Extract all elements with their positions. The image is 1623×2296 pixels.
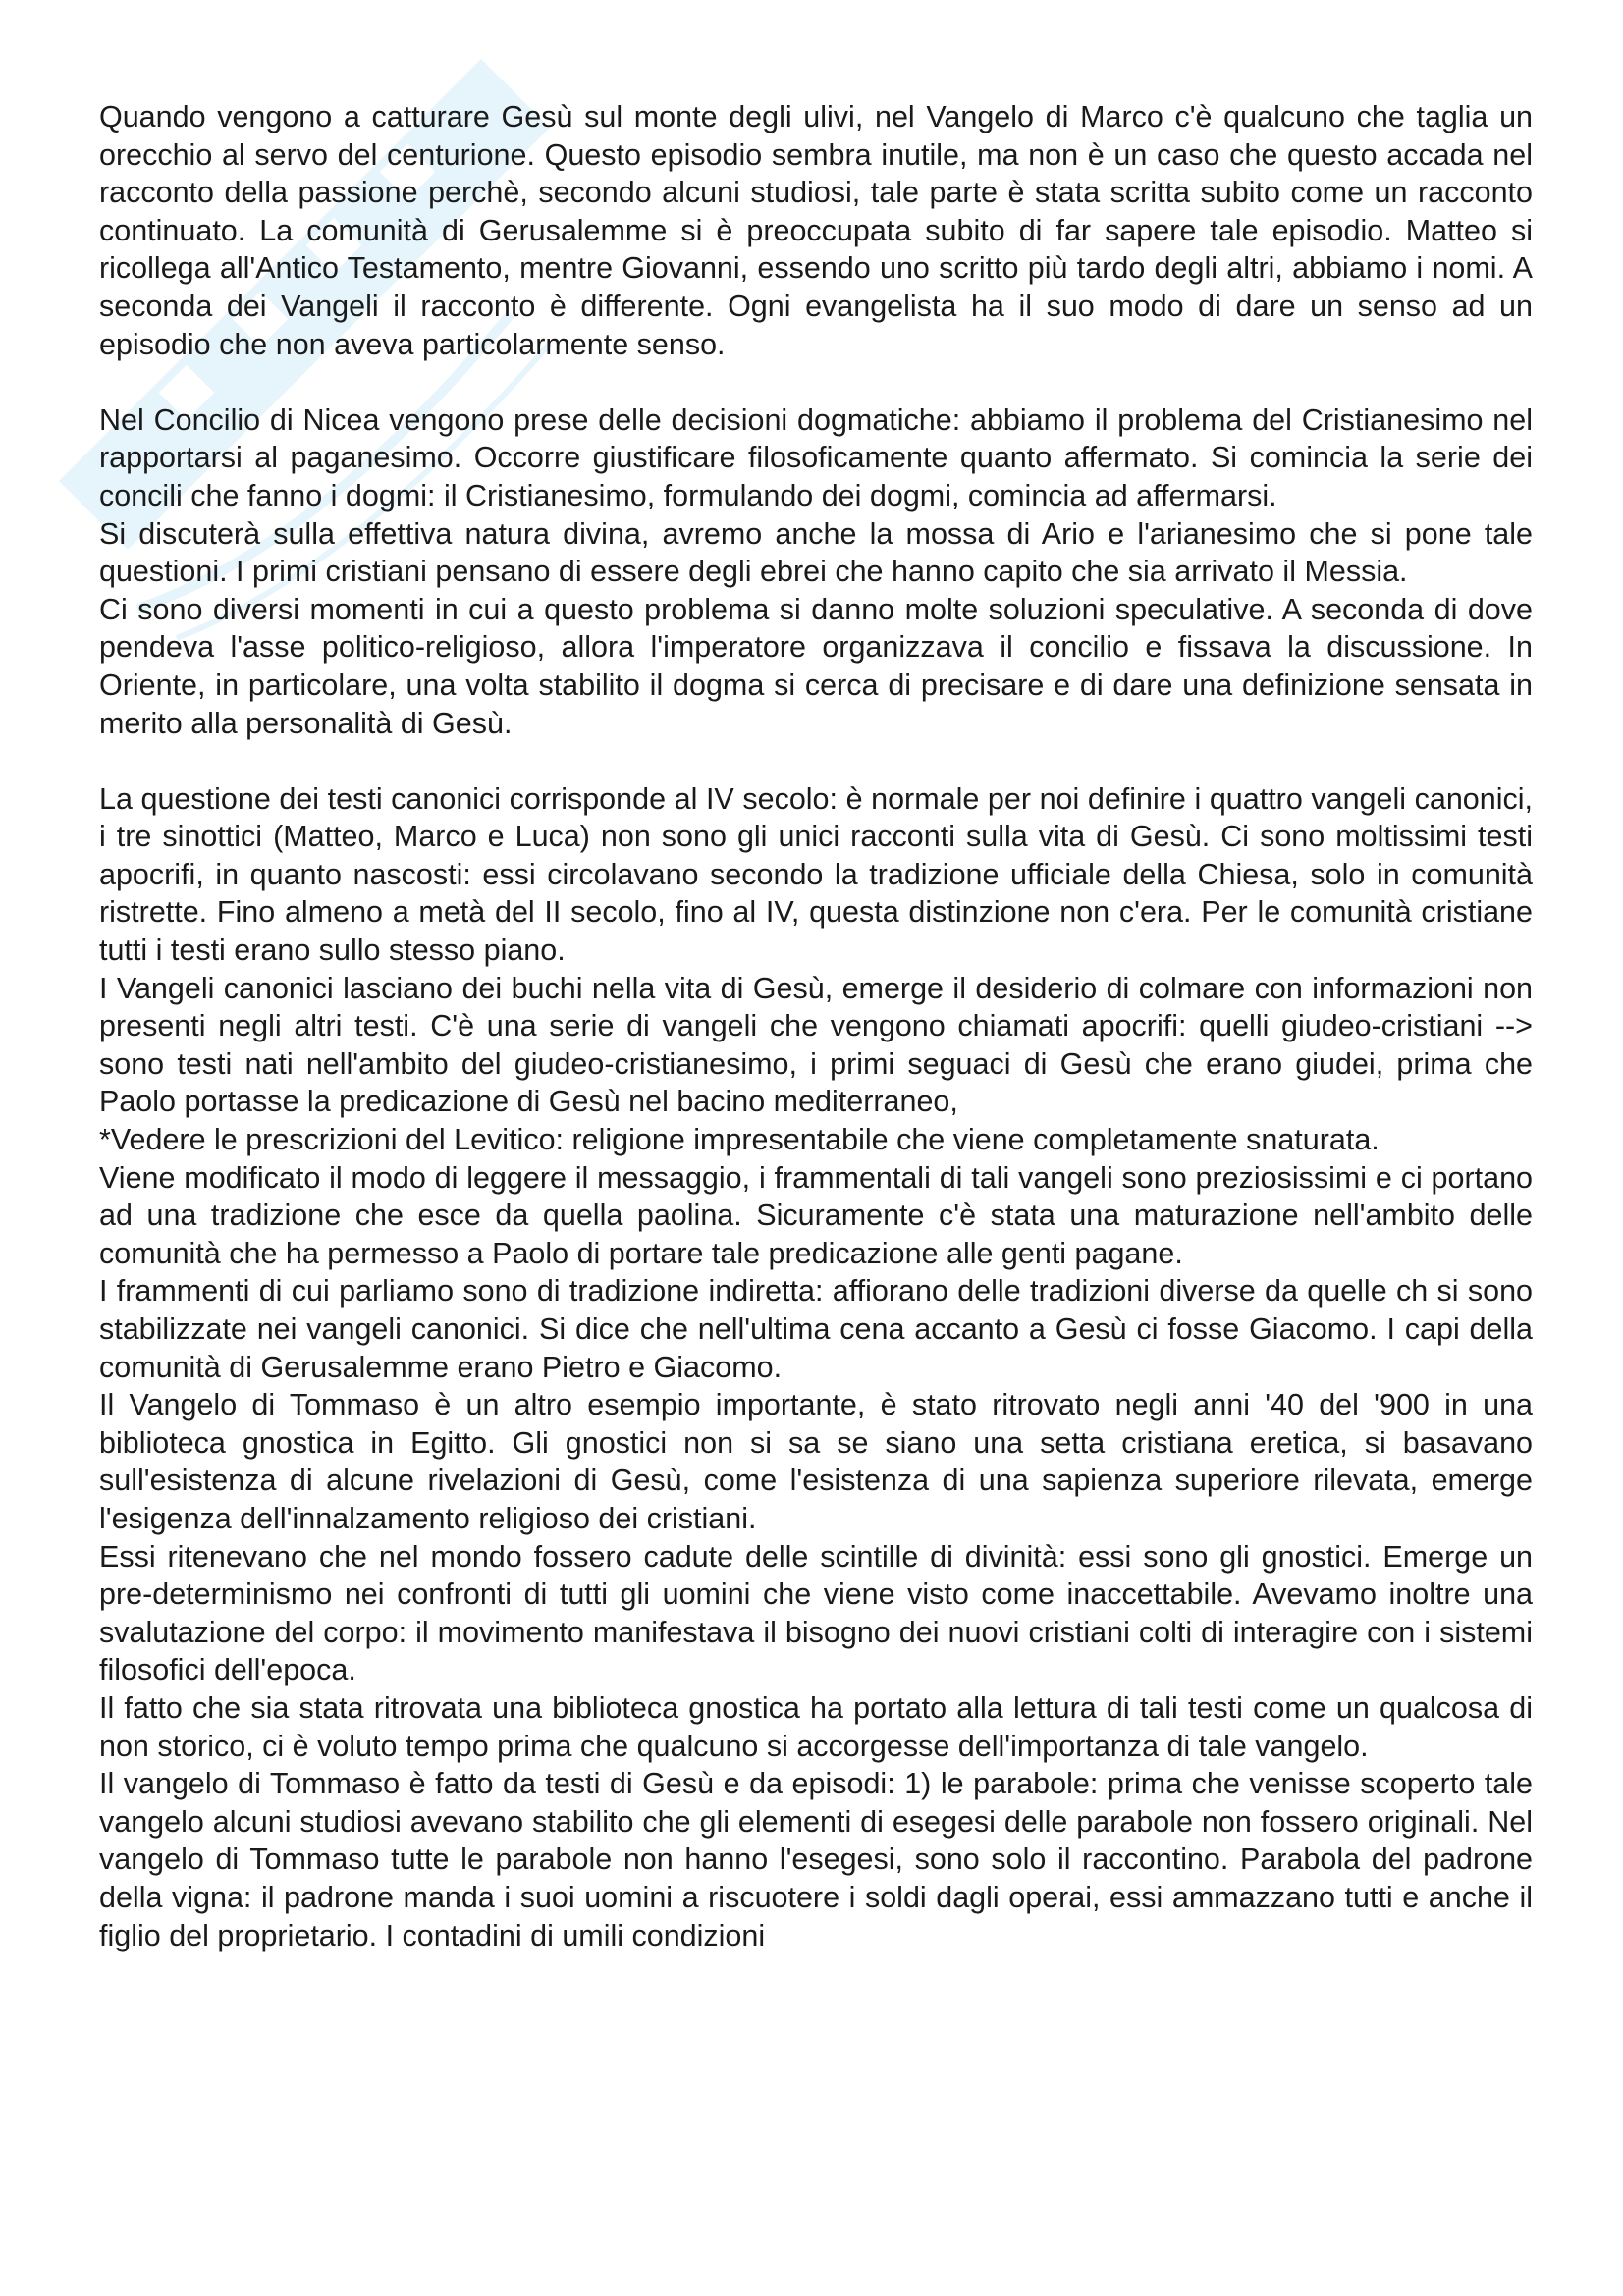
paragraph: Il fatto che sia stata ritrovata una biblioteca gnostica ha portato alla lettura di tali testi come un qualcosa di non storico, ci è voluto tempo prima che qualcuno si accorgesse dell'importanza di tale vangelo. (99, 1690, 1533, 1763)
paragraph: *Vedere le prescrizioni del Levitico: religione impresentabile che viene completamente snaturata. (99, 1123, 1380, 1157)
paragraph: La questione dei testi canonici corrisponde al IV secolo: è normale per noi definire i quattro vangeli canonici, i tre sinottici (Matteo, Marco e Luca) non sono gli unici racconti sulla vita di Gesù. Ci sono moltissimi testi apocrifi, in quanto nascosti: essi circolavano secondo la tradizione ufficiale della Chiesa, solo in comunità ristrette. Fino almeno a metà del II secolo, fino al IV, questa distinzione non c'era. Per le comunità cristiane tutti i testi erano sullo stesso piano. (99, 781, 1533, 968)
paragraph: Ci sono diversi momenti in cui a questo problema si danno molte soluzioni speculative. A seconda di dove pendeva l'asse politico-religioso, allora l'imperatore organizzava il concilio e fissava la discussione. In Oriente, in particolare, una volta stabilito il dogma si cerca di precisare e di dare una definizione sensata in merito alla personalità di Gesù. (99, 592, 1533, 740)
paragraph: I frammenti di cui parliamo sono di tradizione indiretta: affiorano delle tradizioni diverse da quelle ch si sono stabilizzate nei vangeli canonici. Si dice che nell'ultima cena accanto a Gesù ci fosse Giacomo. I capi della comunità di Gerusalemme erano Pietro e Giacomo. (99, 1274, 1533, 1384)
paragraph-gap (99, 363, 1533, 401)
paragraph: Viene modificato il modo di leggere il messaggio, i frammentali di tali vangeli sono preziosissimi e ci portano ad una tradizione che esce da quella paolina. Sicuramente c'è stata una maturazione nell'ambito delle comunità che ha permesso a Paolo di portare tale predicazione alle genti pagane. (99, 1160, 1533, 1270)
paragraph-gap (99, 742, 1533, 780)
paragraph: I Vangeli canonici lasciano dei buchi nella vita di Gesù, emerge il desiderio di colmare con informazioni non presenti negli altri testi. C'è una serie di vangeli che vengono chiamati apocrifi: quelli giudeo-cristiani --> sono testi nati nell'ambito del giudeo-cristianesimo, i primi seguaci di Gesù che erano giudei, prima che Paolo portasse la predicazione di Gesù nel bacino mediterraneo, (99, 971, 1533, 1119)
paragraph: Essi ritenevano che nel mondo fossero cadute delle scintille di divinità: essi sono gli gnostici. Emerge un pre-determinismo nei confronti di tutti gli uomini che viene visto come inaccettabile. Avevamo inoltre una svalutazione del corpo: il movimento manifestava il bisogno dei nuovi cristiani colti di interagire con i sistemi filosofici dell'epoca. (99, 1539, 1533, 1687)
paragraph: Si discuterà sulla effettiva natura divina, avremo anche la mossa di Ario e l'arianesimo che si pone tale questioni. I primi cristiani pensano di essere degli ebrei che hanno capito che sia arrivato il Messia. (99, 516, 1533, 589)
paragraph: Nel Concilio di Nicea vengono prese delle decisioni dogmatiche: abbiamo il problema del Cristianesimo nel rapportarsi al paganesimo. Occorre giustificare filosoficamente quanto affermato. Si comincia la serie dei concili che fanno i dogmi: il Cristianesimo, formulando dei dogmi, comincia ad affermarsi. (99, 402, 1533, 512)
paragraph: Il vangelo di Tommaso è fatto da testi di Gesù e da episodi: 1) le parabole: prima che venisse scoperto tale vangelo alcuni studiosi avevano stabilito che gli elementi di esegesi delle parabole non fossero originali. Nel vangelo di Tommaso tutte le parabole non hanno l'esegesi, sono solo il raccontino. Parabola del padrone della vigna: il padrone manda i suoi uomini a riscuotere i soldi dagli operai, essi ammazzano tutti e anche il figlio del proprietario. I contadini di umili condizioni (99, 1767, 1533, 1952)
document-body (99, 98, 1533, 1954)
paragraph: Il Vangelo di Tommaso è un altro esempio importante, è stato ritrovato negli anni '40 del '900 in una biblioteca gnostica in Egitto. Gli gnostici non si sa se siano una setta cristiana eretica, si basavano sull'esistenza di alcune rivelazioni di Gesù, come l'esistenza di una sapienza superiore rilevata, emerge l'esigenza dell'innalzamento religioso dei cristiani. (99, 1388, 1533, 1535)
paragraph: Quando vengono a catturare Gesù sul monte degli ulivi, nel Vangelo di Marco c'è qualcuno che taglia un orecchio al servo del centurione. Questo episodio sembra inutile, ma non è un caso che questo accada nel racconto della passione perchè, secondo alcuni studiosi, tale parte è stata scritta subito come un racconto continuato. La comunità di Gerusalemme si è preoccupata subito di far sapere tale episodio. Matteo si ricollega all'Antico Testamento, mentre Giovanni, essendo uno scritto più tardo degli altri, abbiamo i nomi. A seconda dei Vangeli il racconto è differente. Ogni evangelista ha il suo modo di dare un senso ad un episodio che non aveva particolarmente senso. (99, 100, 1533, 361)
